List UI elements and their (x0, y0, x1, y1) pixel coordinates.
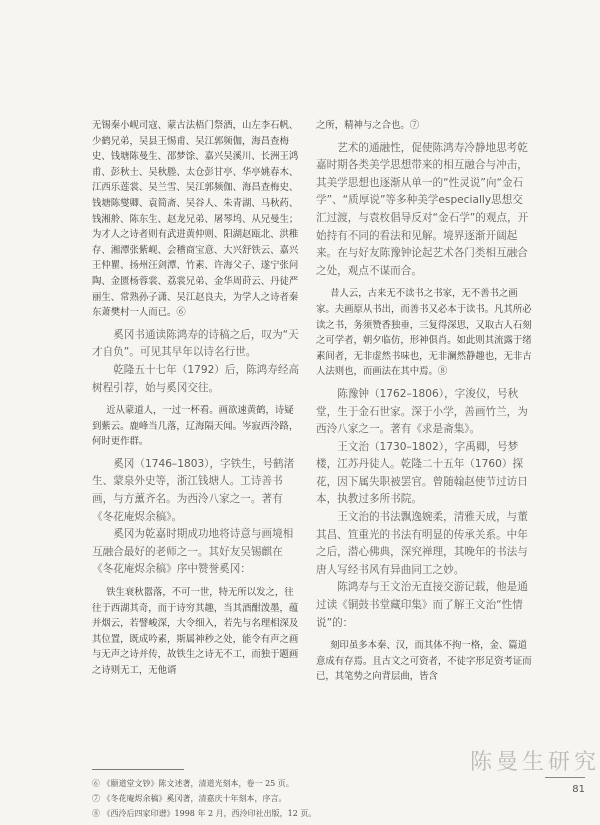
footnotes (92, 776, 392, 822)
footnote: ⑧ 《西泠后四家印谱》1998 年 2 月，西泠印社出版，12 页。 (92, 809, 317, 819)
paragraph: 奚冈（1746–1803），字铁生，号鹤渚生、蒙泉外史等，浙江钱塘人。工诗善书画，与方薰齐名。为西泠八家之一。著有《冬花庵烬余稿》。 (92, 457, 295, 523)
footnote: ⑥ 《颐道堂文钞》陈文述著，清道光刻本，卷一 25 页。 (92, 779, 294, 788)
folio-divider (545, 777, 585, 778)
paragraph: 乾隆五十七年（1792）后，陈鸿寿经高树程引荐，始与奚冈交往。 (92, 363, 300, 394)
quote-block: 昔人云，古来无不读书之书家，无不善书之画家。夫画原从书出，而善书又必本于读书。凡其所必读之书，务须赞香独垂，三复得深思，又取古人石刻之可学者，朝夕临仿，形神俱肖。如此则其流露于绪素间者，无非虚然书味也，无非澜然静趣也，无非古人法则也，而画法在其中焉。⑧ (316, 288, 532, 378)
quote-block: 近从蒙道人，一过一杯看。画欲速黄鹤，诗疑到紫云。鹿峰当几落，辽海隔天闻。岑寂西泠路，何时更作群。 (92, 405, 299, 448)
paragraph: 奚冈书通读陈鸿寿的诗稿之后，叹为“天才自负”。可见其早年以诗名行世。 (92, 328, 299, 359)
quote-continuation: 之所，精神与之合也。⑦ (316, 120, 420, 131)
quote-block: 无锡秦小岘司寇、蒙古法梧门祭酒，山左李石帆、少鹤兄弟，吴县王惕甫、吴江郭频伽，海昌查梅史、钱塘陈曼生、邵梦馀、嘉兴吴溪川、长洲王鸿甫、彭秋士、吴秋塍、太仓彭甘亭、华亭姚春木、江西乐莲裳、吴兰雪、吴江郭频伽、海昌查梅史、钱塘陈燮卿、袁简斋、吴谷人、朱青湖、马秋药、钱湘舲、陈东生、赵龙兄弟、屠琴坞、从兄曼生；为才人之诗者则有武进黄仲则、阳湖赵瓯北、洪稚存、湘潭张紫岘、会稽商宝意、大兴舒铁云、嘉兴王仲瞿、扬州汪剑潭、竹素、许海父子、遂宁张问陶、金匮杨蓉裳、荔裳兄弟、金华周莳云、丹徒严丽生、常熟孙子潇、吴江赵良夫，为学人之诗者秦东萧樊村一人而已。⑥ (92, 120, 299, 319)
footnote: ⑦ 《冬花庵烬余稿》奚冈著，清嘉庆十年刻本，序言。 (92, 794, 287, 804)
paragraph: 艺术的通融性，促使陈鸿寿冷静地思考乾嘉时期各类美学思想带来的相互融合与冲击，其美学思想也逐渐从单一的“性灵说”向“金石学”、“质厚说”等多种美学especially思想交汇过渡，与袁枚倡导反对“金石学”的观点，开始持有不同的看法和见解。境界逐渐开阔起来。在与好友陈豫钟论起艺术各门类相互融合之处，观点不谋而合。 (316, 141, 529, 277)
paragraph: 王文治（1730–1802），字禹卿，号梦楼，江苏丹徒人。乾隆二十五年（1760）探花，因下属失职被罢官。曾随翰赵使节过访日本，执教过多所书院。 (316, 440, 528, 506)
left-column (92, 118, 302, 679)
quote-block: 铁生衰秋嚣落，不可一世，特无所以发之，往往于西湖其奇，而于诗穷其趣，当其酒酣泼墨，蕴并烟云，若譬峻深，大令细入，若先与名理相深及其位置，既成吟素，斯属神秒之处，能令有声之画与无声之诗并传，故铁生之诗无不工，而独于题画之诗则无工，无他谞 (92, 587, 299, 676)
footnote-divider (92, 769, 184, 770)
quote-block: 刻印虽多本秦、汉，而其体不拘一格，金、篇道意成有存焉。且古文之可资者，不徒字形足资考证而已，其笔势之向背层曲，皆含 (316, 640, 532, 683)
paragraph: 王文治的书法飘逸婉柔，清雅天成，与董其昌、笪重光的书法有明显的传承关系。中年之后，潜心佛典，深究禅理，其晚年的书法与唐人写经书风有异曲同工之妙。 (316, 511, 528, 576)
paragraph: 陈鸿寿与王文治无直接交游记载，他是通过读《铜鼓书堂藏印集》而了解王文治“性情说”的： (316, 581, 528, 629)
calligraphy-seal-logo: 陈曼生研究 (470, 750, 600, 775)
right-column (316, 118, 532, 685)
page-number: 81 (572, 784, 585, 795)
paragraph: 奚冈为乾嘉时期成功地将诗意与画境相互融合最好的老师之一。其好友吴锡麒在《冬花庵烬余稿》序中赞誉奚冈： (92, 528, 294, 576)
paragraph: 陈豫钟（1762–1806），字浚仪，号秋堂，生于金石世家。深于小学，善画竹兰，为西泠八家之一。著有《求是斋集》。 (316, 387, 528, 436)
